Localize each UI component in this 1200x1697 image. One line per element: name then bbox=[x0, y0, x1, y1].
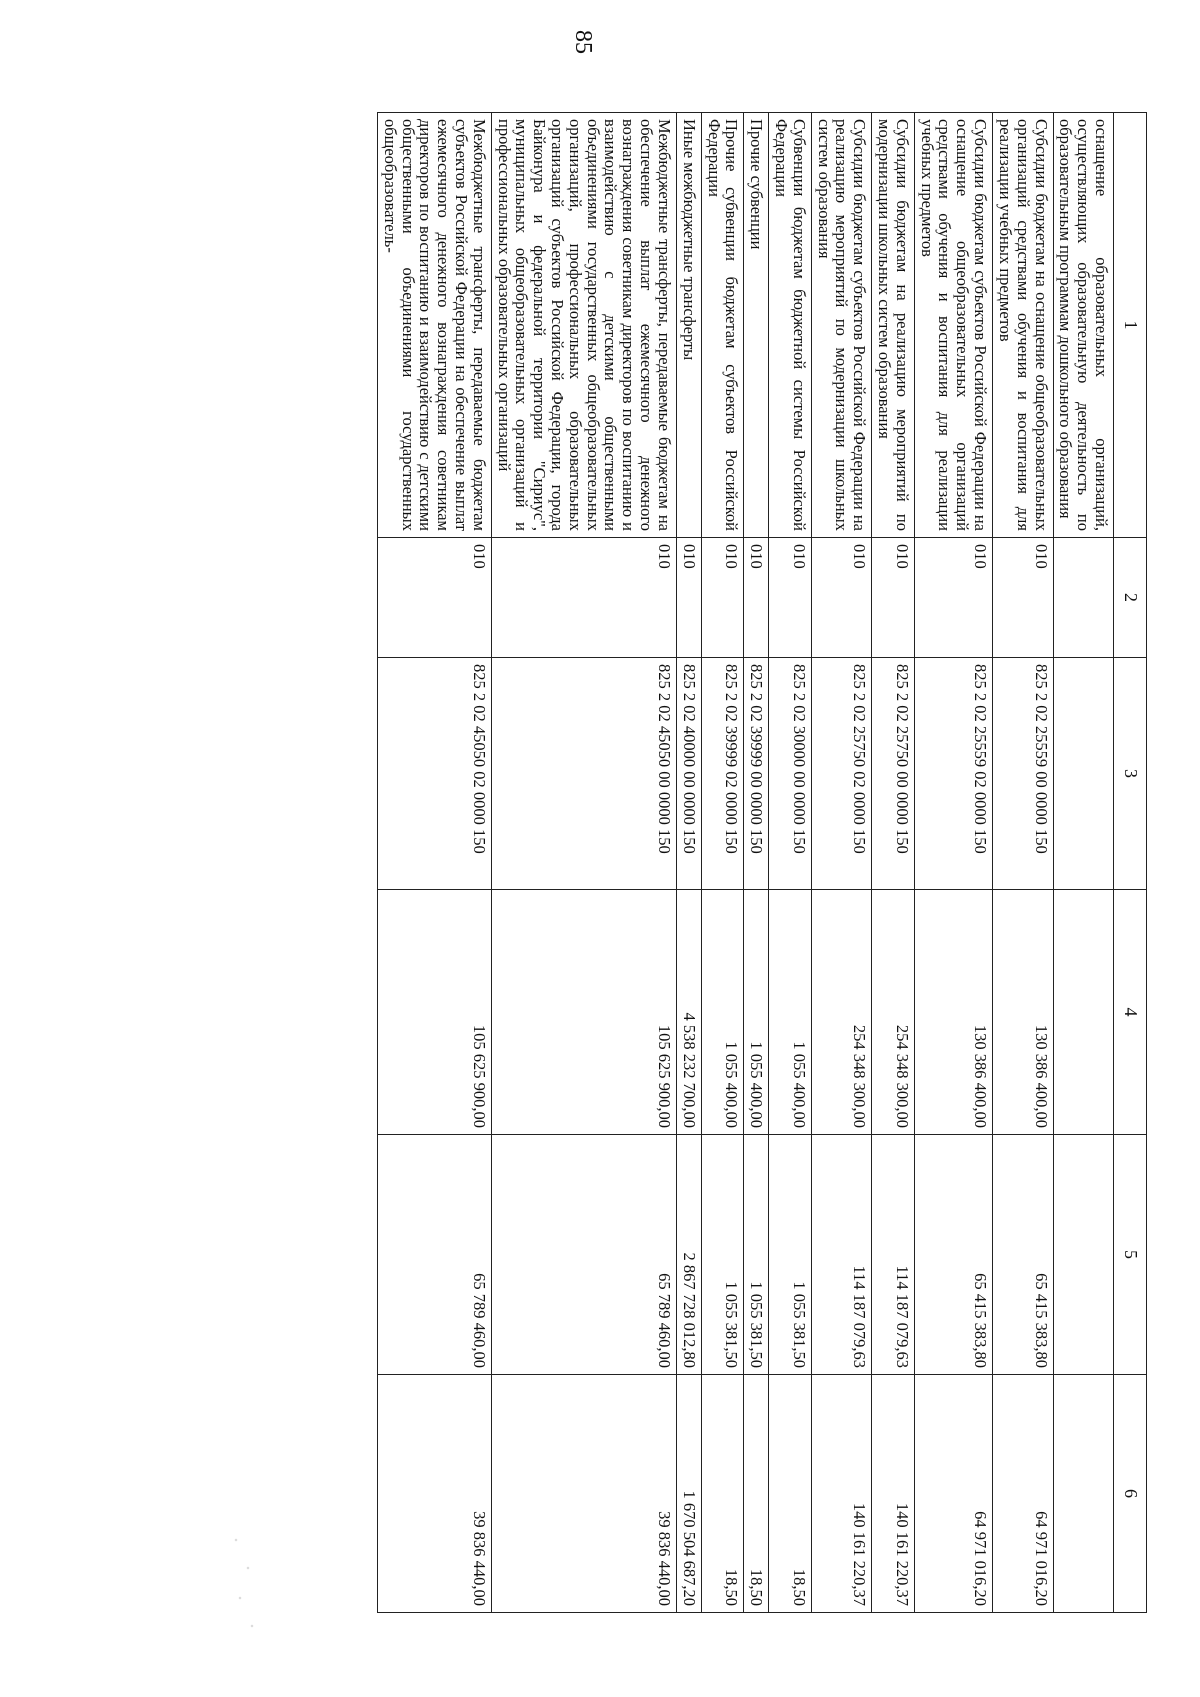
planned-cell: 105 625 900,00 bbox=[491, 890, 676, 1135]
rotated-table-container bbox=[377, 112, 1147, 1613]
code-cell: 010 bbox=[491, 538, 676, 658]
remainder-cell: 64 971 016,20 bbox=[914, 1375, 992, 1613]
kbk-cell: 825 2 02 30000 00 0000 150 bbox=[769, 658, 812, 890]
description-cell: оснащение образовательных организаций, осуществляющих образовательную деятельность по образовательным программам дошкольного образования bbox=[1053, 113, 1113, 538]
kbk-cell: 825 2 02 39999 00 0000 150 bbox=[744, 658, 769, 890]
kbk-cell: 825 2 02 39999 02 0000 150 bbox=[701, 658, 744, 890]
remainder-cell: 18,50 bbox=[744, 1375, 769, 1613]
code-cell: 010 bbox=[811, 538, 871, 658]
planned-cell: 105 625 900,00 bbox=[377, 890, 491, 1135]
remainder-cell: 18,50 bbox=[701, 1375, 744, 1613]
executed-cell: 1 055 381,50 bbox=[701, 1135, 744, 1375]
code-cell: 010 bbox=[914, 538, 992, 658]
table-row bbox=[377, 113, 491, 1613]
page-number: 85 bbox=[570, 30, 596, 54]
planned-cell: 254 348 300,00 bbox=[811, 890, 871, 1135]
code-cell bbox=[1053, 538, 1113, 658]
executed-cell: 1 055 381,50 bbox=[744, 1135, 769, 1375]
code-cell: 010 bbox=[872, 538, 915, 658]
remainder-cell: 18,50 bbox=[769, 1375, 812, 1613]
code-cell: 010 bbox=[377, 538, 491, 658]
description-cell: Субвенции бюджетам бюджетной системы Российской Федерации bbox=[769, 113, 812, 538]
column-header-3: 3 bbox=[1114, 658, 1147, 890]
kbk-cell: 825 2 02 45050 00 0000 150 bbox=[491, 658, 676, 890]
description-cell: Иные межбюджетные трансферты bbox=[676, 113, 701, 538]
remainder-cell bbox=[1053, 1375, 1113, 1613]
table-row bbox=[872, 113, 915, 1613]
description-cell: Межбюджетные трансферты, передаваемые бюджетам субъектов Российской Федерации на обеспечение выплат ежемесячного денежного вознаграждения советникам директоров по воспитанию и взаимодействию с детскими общественными объединениями государственных общеобразователь- bbox=[377, 113, 491, 538]
column-header-4: 4 bbox=[1114, 890, 1147, 1135]
description-cell: Субсидии бюджетам субъектов Российской Федерации на оснащение общеобразовательных организаций средствами обучения и воспитания для реализации учебных предметов bbox=[914, 113, 992, 538]
column-header-6: 6 bbox=[1114, 1375, 1147, 1613]
executed-cell: 65 789 460,00 bbox=[377, 1135, 491, 1375]
remainder-cell: 39 836 440,00 bbox=[491, 1375, 676, 1613]
planned-cell: 1 055 400,00 bbox=[769, 890, 812, 1135]
kbk-cell: 825 2 02 25750 02 0000 150 bbox=[811, 658, 871, 890]
description-cell: Субсидии бюджетам на оснащение общеобразовательных организаций средствами обучения и воспитания для реализации учебных предметов bbox=[993, 113, 1053, 538]
code-cell: 010 bbox=[993, 538, 1053, 658]
kbk-cell: 825 2 02 25559 00 0000 150 bbox=[993, 658, 1053, 890]
remainder-cell: 140 161 220,37 bbox=[872, 1375, 915, 1613]
description-cell: Прочие субвенции bbox=[744, 113, 769, 538]
kbk-cell: 825 2 02 45050 02 0000 150 bbox=[377, 658, 491, 890]
table-row bbox=[769, 113, 812, 1613]
remainder-cell: 140 161 220,37 bbox=[811, 1375, 871, 1613]
table-row bbox=[701, 113, 744, 1613]
planned-cell: 254 348 300,00 bbox=[872, 890, 915, 1135]
kbk-cell bbox=[1053, 658, 1113, 890]
planned-cell: 130 386 400,00 bbox=[914, 890, 992, 1135]
planned-cell: 130 386 400,00 bbox=[993, 890, 1053, 1135]
budget-table bbox=[377, 112, 1147, 1613]
code-cell: 010 bbox=[744, 538, 769, 658]
table-row bbox=[811, 113, 871, 1613]
table-row bbox=[676, 113, 701, 1613]
executed-cell: 114 187 079,63 bbox=[872, 1135, 915, 1375]
kbk-cell: 825 2 02 25750 00 0000 150 bbox=[872, 658, 915, 890]
description-cell: Прочие субвенции бюджетам субъектов Российской Федерации bbox=[701, 113, 744, 538]
remainder-cell: 64 971 016,20 bbox=[993, 1375, 1053, 1613]
kbk-cell: 825 2 02 40000 00 0000 150 bbox=[676, 658, 701, 890]
description-cell: Субсидии бюджетам на реализацию мероприятий по модернизации школьных систем образования bbox=[872, 113, 915, 538]
table-row bbox=[914, 113, 992, 1613]
remainder-cell: 39 836 440,00 bbox=[377, 1375, 491, 1613]
column-header-5: 5 bbox=[1114, 1135, 1147, 1375]
table-body bbox=[377, 113, 1113, 1613]
code-cell: 010 bbox=[769, 538, 812, 658]
planned-cell: 1 055 400,00 bbox=[744, 890, 769, 1135]
column-header-1: 1 bbox=[1114, 113, 1147, 538]
table-row bbox=[491, 113, 676, 1613]
column-header-2: 2 bbox=[1114, 538, 1147, 658]
table-row bbox=[993, 113, 1053, 1613]
description-cell: Межбюджетные трансферты, передаваемые бюджетам на обеспечение выплат ежемесячного денежного вознаграждения советникам директоров по воспитанию и взаимодействию с детскими общественными объединениями государственных общеобразовательных организаций, профессиональных образовательных организаций субъектов Российской Федерации, города Байконура и федеральной территории "Сириус", муниципальных общеобразовательных организаций и профессиональных образовательных организаций bbox=[491, 113, 676, 538]
executed-cell: 65 789 460,00 bbox=[491, 1135, 676, 1375]
planned-cell: 4 538 232 700,00 bbox=[676, 890, 701, 1135]
code-cell: 010 bbox=[676, 538, 701, 658]
executed-cell bbox=[1053, 1135, 1113, 1375]
header-row bbox=[1114, 113, 1147, 1613]
kbk-cell: 825 2 02 25559 02 0000 150 bbox=[914, 658, 992, 890]
executed-cell: 2 867 728 012,80 bbox=[676, 1135, 701, 1375]
code-cell: 010 bbox=[701, 538, 744, 658]
stamp-residue bbox=[226, 1528, 260, 1648]
executed-cell: 65 415 383,80 bbox=[914, 1135, 992, 1375]
planned-cell: 1 055 400,00 bbox=[701, 890, 744, 1135]
description-cell: Субсидии бюджетам субъектов Российской Федерации на реализацию мероприятий по модернизации школьных систем образования bbox=[811, 113, 871, 538]
remainder-cell: 1 670 504 687,20 bbox=[676, 1375, 701, 1613]
executed-cell: 1 055 381,50 bbox=[769, 1135, 812, 1375]
table-row bbox=[1053, 113, 1113, 1613]
executed-cell: 65 415 383,80 bbox=[993, 1135, 1053, 1375]
planned-cell bbox=[1053, 890, 1113, 1135]
table-row bbox=[744, 113, 769, 1613]
executed-cell: 114 187 079,63 bbox=[811, 1135, 871, 1375]
